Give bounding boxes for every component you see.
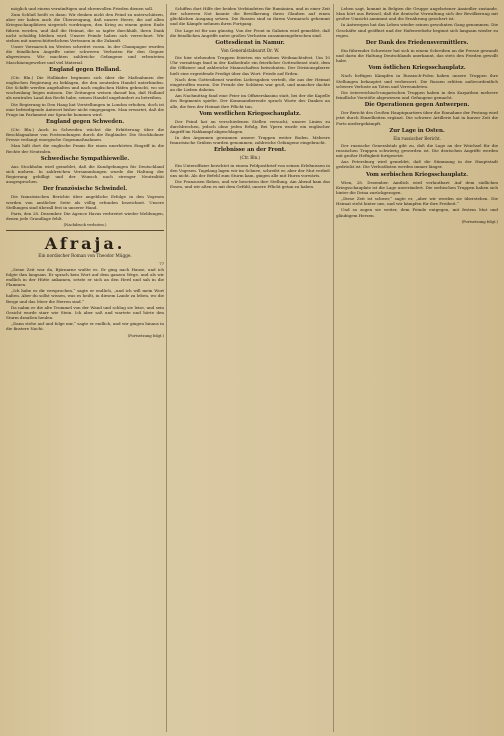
- article-paragraph: Aus Petersburg wird gemeldet, daß die Stimmung in der Hauptstadt gedrückt ist. Die Verlustlisten werden immer länger.: [336, 159, 498, 170]
- serial-paragraph: „Seine Zeit war da, Björnarne wußte es. Er ging nach Hause, und ich folgte ihm langsam. Er sprach kein Wort auf dem ganzen Wege, und als wir endlich in der Hütte ankamen, setzte er sich an den Herd und sah in die Flammen.: [6, 266, 164, 288]
- section-heading: Vom serbischen Kriegsschauplatz.: [365, 171, 469, 178]
- section-subheading: Ein russischer Bericht.: [393, 135, 441, 141]
- section-heading: England gegen Schweden.: [45, 118, 125, 125]
- serial-title: Afraja.: [44, 234, 126, 254]
- article-paragraph: Wien, 28. Dezember. Amtlich wird verlautbart: Auf dem südlichen Kriegsschauplatz ist die Lage unverändert. Die serbischen Truppen haben sich hinter die Drina zurückgezogen.: [336, 179, 498, 195]
- editorial-note: (Nachdruck verboten.): [63, 222, 107, 228]
- article-paragraph: (Ctr. Bln.) Die Holländer beginnen sich über die Maßnahmen der englischen Regierung zu beklagen, die den neutralen Handel unterbinden. Die Schiffe werden angehalten und nach englischen Häfen gebracht, wo sie wochenlang liegen müssen. Die Zeitungen weisen darauf hin, daß Holland als neutrales Land das Recht habe, seinen Handel ungehindert zu betreiben.: [6, 74, 164, 101]
- section-heading: Die Operationen gegen Antwerpen.: [364, 102, 470, 109]
- article-paragraph: Und so zogen sie weiter, dem Feinde entgegen, mit festem Mut und gläubigem Herzen.: [336, 207, 498, 218]
- section-heading: Erlebnisse an der Front.: [214, 147, 286, 154]
- serial-paragraph: „Dann stehe auf und folge mir,“ sagte er endlich, und wir gingen hinaus in die finstere Nacht.: [6, 321, 164, 332]
- article-paragraph: Der Bericht des Großen Hauptquartiers über die Einnahme der Festung wird jetzt durch Einzelheiten ergänzt. Die schwere Artillerie hat in kurzer Zeit die Forts niedergekämpft.: [336, 110, 498, 126]
- section-heading: Vom östlichen Kriegsschauplatz.: [368, 65, 466, 72]
- section-heading: Vom westlichen Kriegsschauplatz.: [199, 110, 301, 117]
- section-subheading: (Ctr. Bln.): [239, 155, 261, 161]
- serial-byline: Ein nordischer Roman von Theodor Mügge.: [38, 254, 132, 260]
- article-paragraph: Man hält dort die englische Praxis für einen unerhörten Eingriff in die Rechte der Neutralen.: [6, 143, 164, 154]
- article-paragraph: Am Nachmittag fand eine Feier im Offizierskasino statt, bei der die Kapelle des Regiments spielte. Der Kommandierende sprach Worte des Dankes an alle, die fern der Heimat ihre Pflicht tun.: [170, 93, 330, 109]
- article-paragraph: Unser Vormarsch im Westen schreitet voran. In der Champagne wurden die feindlichen Angriffe unter schweren Verlusten für den Gegner abgewiesen. Wir machten zahlreiche Gefangene und erbeuteten Maschinengewehre und viel Material.: [6, 44, 164, 65]
- column-rule: [333, 4, 334, 732]
- article-paragraph: Der Feind hat an verschiedenen Stellen versucht, unsere Linien zu durchbrechen, jedoch ohne jeden Erfolg. Bei Ypern wurde ein englischer Angriff im Nahkampf abgeschlagen.: [170, 118, 330, 134]
- section-subheading: Von Generalstabsarzt Dr. W.: [220, 47, 279, 53]
- section-heading: Zur Lage in Osten.: [389, 127, 445, 134]
- section-heading: Der französische Schwindel.: [42, 186, 128, 193]
- section-heading: England gegen Holland.: [49, 66, 121, 73]
- section-heading: Schwedische Sympathiewelle.: [40, 155, 130, 162]
- article-paragraph: Aus Stockholm wird gemeldet, daß die Kundgebungen für Deutschland sich mehren. In zahlreichen Versammlungen wurde die Haltung der Regierung gebilligt und der Wunsch nach strenger Neutralität ausgesprochen.: [6, 163, 164, 185]
- article-paragraph: In Antwerpen hat das Leben wieder seinen gewohnten Gang genommen. Die Geschäfte sind geöffnet und der Hafenverkehr beginnt sich langsam wieder zu regen.: [336, 22, 498, 38]
- article-paragraph: Die hier stehenden Truppen feierten ein schönes Weihnachtsfest. Um 10 Uhr vormittags fand in der Kathedrale ein feierlicher Gottesdienst statt, dem die Offiziere und zahlreiche Mannschaften beiwohnten. Der Divisionspfarrer hielt eine ergreifende Predigt über das Wort: Friede auf Erden.: [170, 55, 330, 76]
- article-paragraph: In den Argonnen gewannen unsere Truppen weiter Boden. Mehrere französische Gräben wurden genommen, zahlreiche Gefangene eingebracht.: [170, 135, 330, 146]
- continued-note: (Fortsetzung folgt.): [461, 218, 498, 224]
- article-paragraph: Die französischen Berichte über angebliche Erfolge in den Vogesen werden von amtlicher Seite als völlig erfunden bezeichnet. Unsere Stellungen sind überall fest in unserer Hand.: [6, 194, 164, 210]
- article-paragraph: „Diese Zeit ist schwer,“ sagte er, „aber wir werden sie überstehen. Die Heimat steht hinter uns, und wir kämpfen für ihre Freiheit.“: [336, 196, 498, 207]
- article-paragraph: möglich und einem vernünftigen und ehrenvollen Frieden dienen soll.: [11, 6, 154, 11]
- column-right: [336, 6, 498, 730]
- article-paragraph: Der russische Generalstab gibt zu, daß die Lage an der Weichsel für die russischen Truppen schwierig geworden ist. Die deutschen Angriffe werden mit großer Heftigkeit fortgesetzt.: [336, 142, 498, 159]
- article-paragraph: Zum Schluß heißt es dann: Wir denken nicht den Feind zu unterschätzen, aber wir haben auch die Überzeugung, daß unsere Heere, die auf allen Kriegsschauplätzen siegreich vordringen, den Krieg zu einem guten Ende führen werden, und daß die Heimat, die so tapfer durchhält, ihren Dank nicht schuldig bleiben wird. Unsere Feinde haben sich verrechnet. Wir stehen mit unerschütterlichem Vertrauen in die Zukunft.: [6, 12, 164, 43]
- section-heading: Gottesdienst in Namur.: [215, 39, 285, 46]
- article-paragraph: Die Lage ist für uns günstig. Von der Front in Galizien wird gemeldet, daß die feindlichen Angriffe unter großen Verlusten zusammengebrochen sind.: [170, 27, 330, 38]
- article-paragraph: Die österreichisch-ungarischen Truppen haben in den Karpathen mehrere feindliche Vorstöße abgewiesen und Gefangene gemacht.: [336, 89, 498, 101]
- continued-note: (Fortsetzung folgt.): [127, 332, 164, 338]
- article-paragraph: Ein führender Schweizer hat sich in einem Schreiben an die Presse gewandt und darin die Haltung Deutschlands anerkannt, das stets den Frieden gewollt habe.: [336, 47, 498, 64]
- article-paragraph: (Ctr. Bln.) Auch in Schweden wächst die Erbitterung über die Beschlagnahme von Postsendungen durch die Engländer. Die Stockholmer Presse verlangt energische Gegenmaßnahmen.: [6, 126, 164, 143]
- serial-paragraph: „Ich habe es dir versprochen,“ sagte er endlich, „und ich will mein Wort halten. Aber du sollst wissen, was es heißt, in diesem Lande zu leben, wo die Berge und das Meer die Herren sind.“: [6, 288, 164, 304]
- column-middle: [170, 6, 330, 730]
- article-paragraph: Ein Unteroffizier berichtet in einem Feldpostbrief von seinen Erlebnissen in den Vogesen. Tagelang lagen wir im Schnee, schreibt er, aber der Mut verließ uns nicht. Als der Befehl zum Sturm kam, gingen alle mit Hurra vorwärts.: [170, 162, 330, 178]
- article-paragraph: Nach heftigen Kämpfen in Russisch-Polen haben unsere Truppen ihre Stellungen behauptet und verbessert. Die Russen erlitten außerordentlich schwere Verluste an Toten und Verwundeten.: [336, 73, 498, 89]
- article-paragraph: Paris, den 28. Dezember. Die Agence Havas verbreitet wieder Meldungen, denen jede Grundlage fehlt.: [6, 210, 164, 221]
- column-rule: [166, 4, 167, 732]
- article-paragraph: Schiffen dort Hilfe der beiden Verbündeten für Rumänien, und in einer Zeit der schweren Not konnte die Bevölkerung ihren Glauben auf einen glücklichen Ausgang setzen. Die Russen sind in ihrem Vormarsch gehemmt und die Kämpfe nehmen ihren Fortgang.: [170, 6, 330, 27]
- article-paragraph: Die Franzosen flohen, und wir besetzten ihre Stellung. Am Abend kam das Essen, und wir aßen es mit dem Gefühl, unsere Pflicht getan zu haben.: [170, 179, 330, 190]
- serial-paragraph: Da nahm er die alte Trommel von der Wand und schlug sie leise, und sein Gesicht wurde starr wie Stein. Ich aber saß und wartete und hörte den Sturm draußen heulen.: [6, 304, 164, 321]
- section-divider: [6, 230, 164, 231]
- column-left: [6, 6, 164, 730]
- serial-part-number: 77: [159, 261, 164, 267]
- article-paragraph: Leben sagt, kommt in Belgien die Gruppe angebotener Ansiedler zustande. Man hört aus Brüssel, daß die deutsche Verwaltung sich der Bevölkerung mit großer Umsicht annimmt und die Ernährung gesichert ist.: [336, 6, 498, 22]
- section-heading: Der Dank des Friedensvermittlers.: [365, 39, 469, 46]
- article-paragraph: Nach dem Gottesdienst wurden Liebesgaben verteilt, die aus der Heimat eingetroffen waren. Die Freude der Soldaten war groß, und mancher dachte an die Lieben daheim.: [170, 76, 330, 93]
- article-paragraph: Die Regierung in Den Haag hat Vorstellungen in London erhoben, doch ist eine befriedigende Antwort bisher nicht eingegangen. Man erwartet, daß die Frage im Parlament zur Sprache kommen wird.: [6, 101, 164, 117]
